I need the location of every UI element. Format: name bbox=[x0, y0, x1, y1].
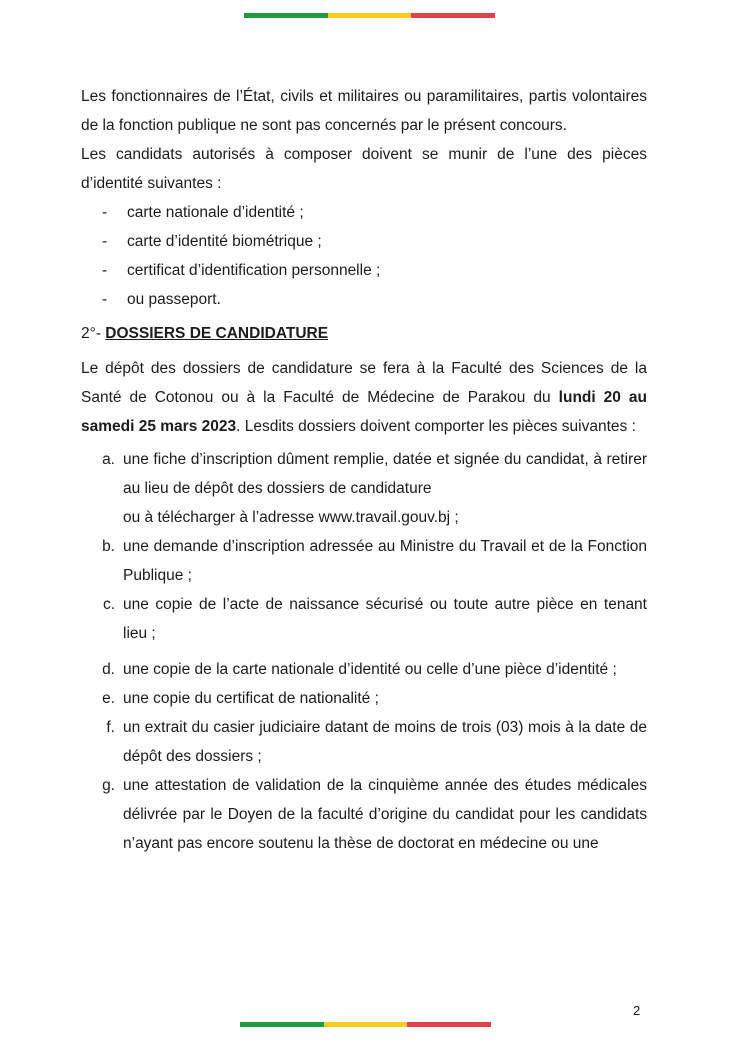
list-item: a. une fiche d’inscription dûment remplie, datée et signée du candidat, à retirer au lieu de dépôt des dossiers de candidature bbox=[102, 451, 647, 497]
flag-stripe-top bbox=[244, 13, 495, 18]
intro-paragraph-2: Les candidats autorisés à composer doivent se munir de l’une des pièces d’identité suivantes : bbox=[81, 146, 647, 192]
date-range: lundi 20 au samedi 25 mars 2023 bbox=[81, 389, 647, 435]
flag-yellow bbox=[328, 13, 412, 18]
list-item: f. un extrait du casier judiciaire datant de moins de trois (03) mois à la date de dépôt des dossiers ; bbox=[106, 719, 647, 765]
flag-stripe-bottom bbox=[240, 1022, 491, 1027]
list-item: b. une demande d’inscription adressée au Ministre du Travail et de la Fonction Publique ; bbox=[102, 538, 647, 584]
list-item: g. une attestation de validation de la cinquième année des études médicales délivrée par le Doyen de la faculté d’origine du candidat pour les candidats n’ayant pas encore soutenu la thèse de doctorat en médecine ou une bbox=[102, 777, 647, 852]
page-number: 2 bbox=[633, 1003, 641, 1018]
section-paragraph: Le dépôt des dossiers de candidature se fera à la Faculté des Sciences de la Santé de Cotonou ou à la Faculté de Médecine de Parakou du lundi 20 au samedi 25 mars 2023. Lesdits dossiers doivent comporter les pièces suivantes : bbox=[81, 360, 647, 435]
flag-yellow bbox=[324, 1022, 408, 1027]
list-item: d. une copie de la carte nationale d’identité ou celle d’une pièce d’identité ; bbox=[102, 661, 617, 678]
document-body bbox=[81, 82, 647, 858]
flag-red bbox=[411, 13, 495, 18]
flag-green bbox=[240, 1022, 324, 1027]
list-item: - carte nationale d’identité ; bbox=[102, 204, 304, 221]
section-number: 2°- bbox=[81, 325, 101, 342]
required-documents-list bbox=[81, 445, 647, 858]
list-item: ou à télécharger à l’adresse www.travail.gouv.bj ; bbox=[123, 509, 459, 526]
list-item: e. une copie du certificat de nationalité ; bbox=[102, 690, 379, 707]
list-item: - carte d’identité biométrique ; bbox=[102, 233, 322, 250]
section-heading bbox=[81, 319, 647, 348]
id-documents-list bbox=[81, 198, 647, 314]
section-title: DOSSIERS DE CANDIDATURE bbox=[105, 325, 329, 342]
flag-red bbox=[407, 1022, 491, 1027]
intro-paragraph-1: Les fonctionnaires de l’État, civils et militaires ou paramilitaires, partis volontaires de la fonction publique ne sont pas concernés par le présent concours. bbox=[81, 88, 647, 134]
flag-green bbox=[244, 13, 328, 18]
list-item: c. une copie de l’acte de naissance sécurisé ou toute autre pièce en tenant lieu ; bbox=[102, 596, 647, 642]
list-item: - ou passeport. bbox=[102, 291, 221, 308]
list-item: - certificat d’identification personnelle ; bbox=[102, 262, 381, 279]
